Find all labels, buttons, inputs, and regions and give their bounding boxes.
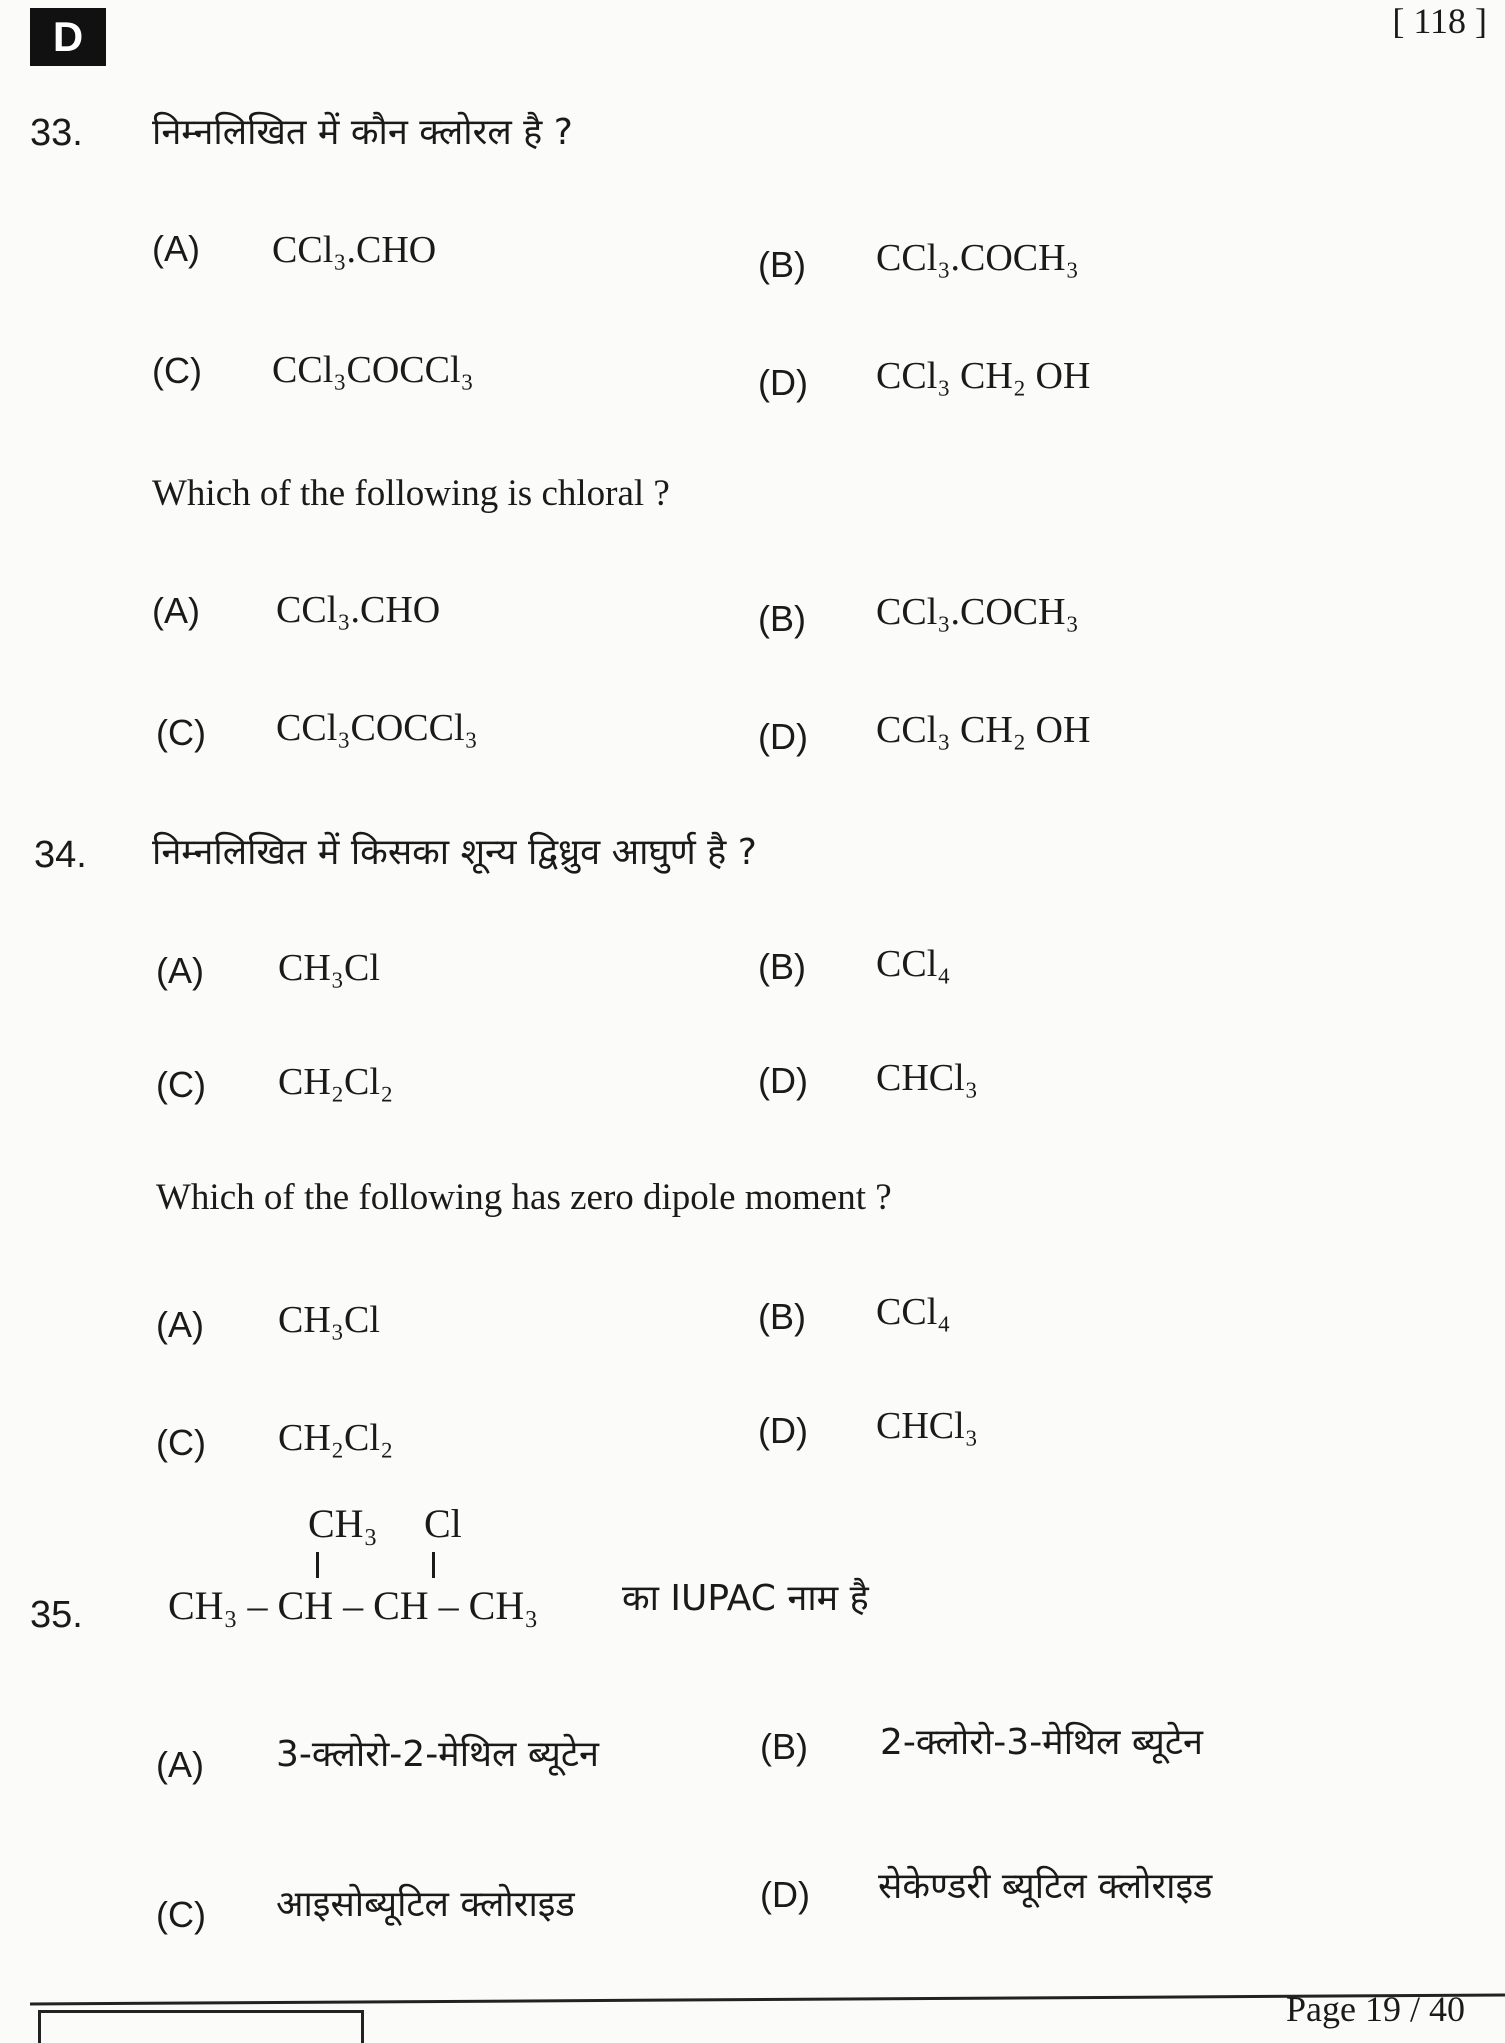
question-stem-hindi: निम्नलिखित में कौन क्लोरल है ? (152, 112, 573, 153)
page-code: [ 118 ] (1392, 1, 1487, 41)
option-label: (A) (156, 1304, 204, 1345)
formula-bond-line (432, 1552, 435, 1578)
formula-branch-methyl: CH₃ (308, 1501, 378, 1546)
question-number: 34. (34, 834, 87, 876)
footer-box (38, 2010, 364, 2043)
option-label: (C) (152, 350, 202, 391)
option-text: CH₂Cl₂ (278, 1417, 394, 1459)
option-text: आइसोब्यूटिल क्लोराइड (276, 1884, 575, 1925)
question-number: 35. (30, 1594, 83, 1636)
booklet-code-badge: D (30, 8, 106, 66)
option-label: (D) (758, 1060, 808, 1101)
question-number: 33. (30, 112, 83, 154)
option-label: (D) (760, 1874, 810, 1915)
page-number: Page 19 / 40 (1286, 1989, 1465, 2029)
option-label: (D) (758, 716, 808, 757)
option-label: (B) (758, 1296, 806, 1337)
option-text: CCl₃COCCl₃ (272, 349, 474, 391)
question-stem-hindi: निम्नलिखित में किसका शून्य द्विध्रुव आघुर्ण है ? (152, 832, 757, 873)
option-label: (C) (156, 1064, 206, 1105)
option-text: CCl₃.CHO (272, 229, 437, 271)
footer-rule (30, 1993, 1505, 2005)
option-label: (D) (758, 362, 808, 403)
option-text: CCl₃.COCH₃ (876, 237, 1079, 279)
option-text: CCl₃ CH₂ OH (876, 355, 1091, 397)
option-text: CCl₃.COCH₃ (876, 591, 1079, 633)
option-text: CH₃Cl (278, 947, 380, 989)
option-label: (D) (758, 1410, 808, 1451)
option-label: (C) (156, 712, 206, 753)
option-label: (A) (156, 1744, 204, 1785)
option-text: CHCl₃ (876, 1405, 978, 1447)
option-label: (C) (156, 1422, 206, 1463)
option-label: (B) (758, 598, 806, 639)
option-text: CCl₃ CH₂ OH (876, 709, 1091, 751)
option-label: (A) (156, 950, 204, 991)
question-stem-english: Which of the following has zero dipole moment ? (156, 1177, 892, 1218)
option-label: (A) (152, 590, 200, 631)
option-text: CCl₄ (876, 943, 951, 985)
question-stem-english: Which of the following is chloral ? (152, 473, 670, 514)
option-text: CH₃Cl (278, 1299, 380, 1341)
option-text: सेकेण्डरी ब्यूटिल क्लोराइड (878, 1866, 1213, 1907)
option-text: 2-क्लोरो-3-मेथिल ब्यूटेन (880, 1722, 1203, 1763)
option-label: (A) (152, 228, 200, 269)
option-text: CCl₄ (876, 1291, 951, 1333)
option-text: CHCl₃ (876, 1057, 978, 1099)
option-label: (C) (156, 1894, 206, 1935)
question-stem-hindi: का IUPAC नाम है (622, 1578, 869, 1619)
formula-bond-line (316, 1552, 319, 1578)
option-label: (B) (760, 1726, 808, 1767)
option-text: CCl₃COCCl₃ (276, 707, 478, 749)
option-text: CH₂Cl₂ (278, 1061, 394, 1103)
option-label: (B) (758, 946, 806, 987)
option-text: CCl₃.CHO (276, 589, 441, 631)
option-label: (B) (758, 244, 806, 285)
formula-branch-chloro: Cl (424, 1501, 462, 1546)
option-text: 3-क्लोरो-2-मेथिल ब्यूटेन (276, 1734, 599, 1775)
formula-main-chain: CH₃ – CH – CH – CH₃ (168, 1583, 539, 1628)
